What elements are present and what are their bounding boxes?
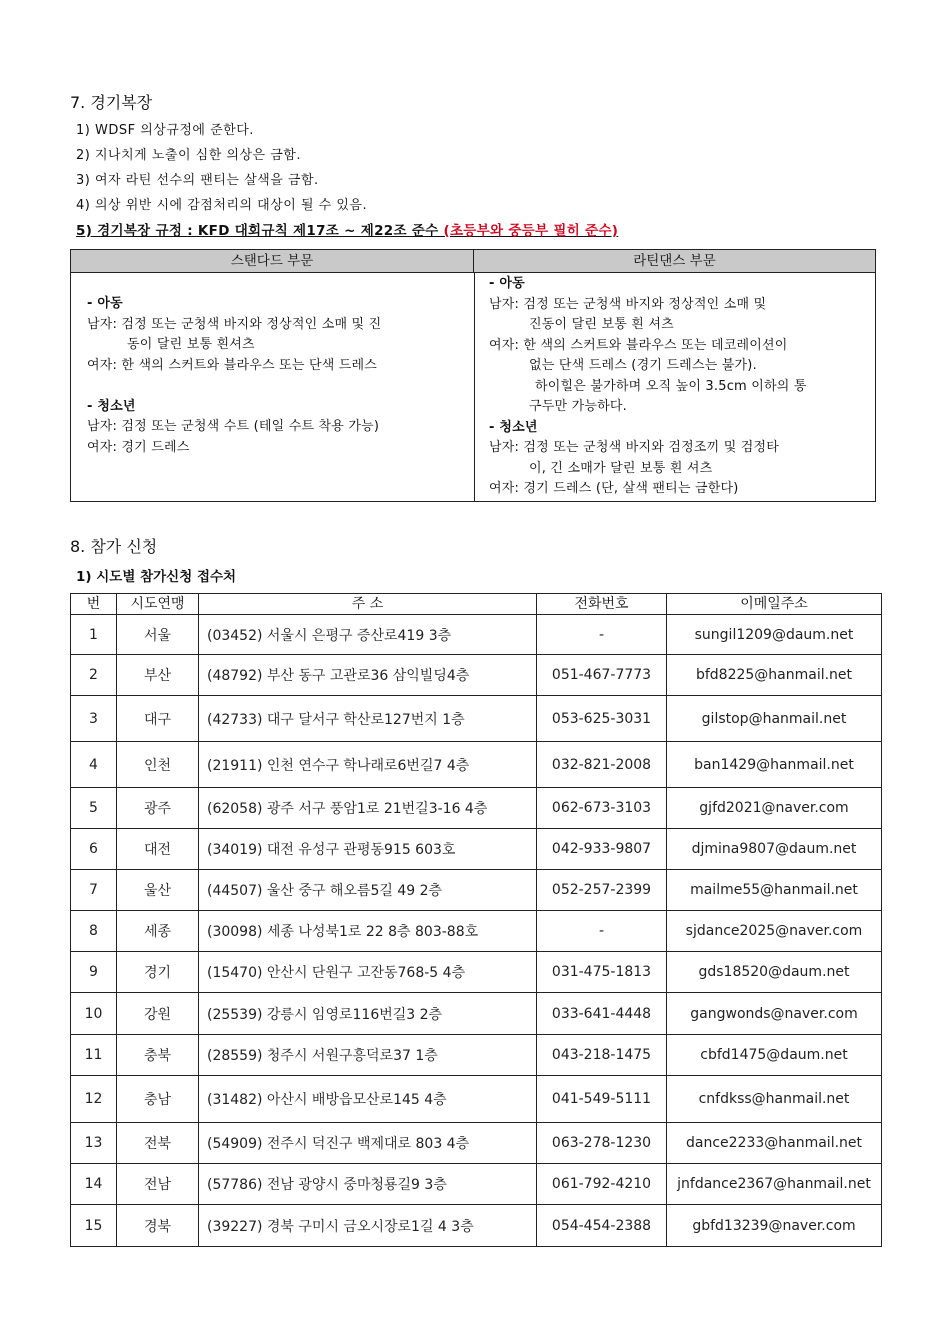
- registration-table: [70, 593, 882, 1247]
- standard-youth-title: - 청소년: [87, 398, 136, 414]
- costume-rule-5-text: 5) 경기복장 규정 : KFD 대회규칙 제17조 ~ 제22조 준수: [76, 223, 444, 239]
- latin-youth-title: - 청소년: [489, 419, 538, 435]
- row-federation: 부산: [117, 655, 199, 696]
- row-address: (54909) 전주시 덕진구 백제대로 803 4층: [199, 1123, 537, 1164]
- latin-column: [489, 274, 874, 500]
- row-phone: 054-454-2388: [537, 1205, 667, 1247]
- row-federation: 서울: [117, 615, 199, 655]
- row-number: 2: [71, 655, 117, 696]
- header-phone: 전화번호: [537, 594, 667, 615]
- row-phone: -: [537, 615, 667, 655]
- row-email: dance2233@hanmail.net: [667, 1123, 882, 1164]
- costume-rule-1: 1) WDSF 의상규정에 준한다.: [76, 123, 254, 138]
- row-address: (48792) 부산 동구 고관로36 삼익빌딩4층: [199, 655, 537, 696]
- row-address: (25539) 강릉시 임영로116번길3 2층: [199, 993, 537, 1035]
- row-email: sjdance2025@naver.com: [667, 911, 882, 952]
- row-address: (39227) 경북 구미시 금오시장로1길 4 3층: [199, 1205, 537, 1247]
- row-number: 13: [71, 1123, 117, 1164]
- row-number: 9: [71, 952, 117, 993]
- standard-child-male: 남자: 검정 또는 군청색 바지와 정상적인 소매 및 진: [87, 316, 382, 332]
- row-email: cnfdkss@hanmail.net: [667, 1076, 882, 1123]
- table-row: [71, 1164, 882, 1205]
- table-row: [71, 829, 882, 870]
- row-federation: 광주: [117, 788, 199, 829]
- latin-youth-male: 남자: 검정 또는 군청색 바지와 검정조끼 및 검정타: [489, 440, 780, 455]
- row-address: (31482) 아산시 배방읍모산로145 4층: [199, 1076, 537, 1123]
- row-phone: 032-821-2008: [537, 742, 667, 788]
- costume-rule-4: 4) 의상 위반 시에 감점처리의 대상이 될 수 있음.: [76, 198, 368, 213]
- standard-youth-female: 여자: 경기 드레스: [87, 439, 190, 455]
- row-email: ban1429@hanmail.net: [667, 742, 882, 788]
- header-email: 이메일주소: [667, 594, 882, 615]
- row-federation: 충남: [117, 1076, 199, 1123]
- table-body: [71, 615, 882, 1247]
- row-federation: 인천: [117, 742, 199, 788]
- row-email: gangwonds@naver.com: [667, 993, 882, 1035]
- latin-child-female: 여자: 한 색의 스커트와 블라우스 또는 데코레이션이: [489, 337, 788, 353]
- row-address: (21911) 인천 연수구 학나래로6번길7 4층: [199, 742, 537, 788]
- standard-youth-male: 남자: 검정 또는 군청색 수트 (테일 수트 착용 가능): [87, 419, 380, 434]
- row-number: 8: [71, 911, 117, 952]
- latin-header: 라틴댄스 부문: [474, 250, 875, 273]
- row-number: 12: [71, 1076, 117, 1123]
- latin-child-male-cont: 진동이 달린 보통 흰 셔츠: [529, 317, 674, 332]
- latin-child-female-cont-3: 구두만 가능하다.: [529, 399, 627, 414]
- table-row: [71, 788, 882, 829]
- row-phone: 051-467-7773: [537, 655, 667, 696]
- standard-child-title: - 아동: [87, 296, 123, 311]
- table-row: [71, 615, 882, 655]
- standard-child-male-cont: 동이 달린 보통 흰셔츠: [127, 337, 255, 352]
- row-number: 3: [71, 696, 117, 742]
- latin-youth-female: 여자: 경기 드레스 (단, 살색 팬티는 금한다): [489, 481, 739, 496]
- costume-rule-5-emphasis: (초등부와 중등부 필히 준수): [443, 223, 619, 239]
- latin-child-female-cont-2: 하이힐은 불가하며 오직 높이 3.5cm 이하의 통: [535, 378, 807, 394]
- row-phone: 043-218-1475: [537, 1035, 667, 1076]
- header-federation: 시도연맹: [117, 594, 199, 615]
- section-8-subtitle: 1) 시도별 참가신청 접수처: [76, 569, 237, 585]
- row-number: 6: [71, 829, 117, 870]
- row-federation: 울산: [117, 870, 199, 911]
- row-federation: 전남: [117, 1164, 199, 1205]
- costume-rule-5: [76, 219, 618, 239]
- row-federation: 경북: [117, 1205, 199, 1247]
- row-phone: 041-549-5111: [537, 1076, 667, 1123]
- row-email: gds18520@daum.net: [667, 952, 882, 993]
- row-federation: 세종: [117, 911, 199, 952]
- column-divider: [474, 273, 475, 501]
- row-federation: 경기: [117, 952, 199, 993]
- row-phone: 062-673-3103: [537, 788, 667, 829]
- row-email: djmina9807@daum.net: [667, 829, 882, 870]
- table-row: [71, 952, 882, 993]
- row-number: 1: [71, 615, 117, 655]
- latin-child-male: 남자: 검정 또는 군청색 바지와 정상적인 소매 및: [489, 296, 767, 312]
- row-phone: 063-278-1230: [537, 1123, 667, 1164]
- header-address: 주 소: [199, 594, 537, 615]
- row-federation: 대전: [117, 829, 199, 870]
- row-federation: 전북: [117, 1123, 199, 1164]
- row-federation: 강원: [117, 993, 199, 1035]
- table-row: [71, 1035, 882, 1076]
- section-7-title: 7. 경기복장: [70, 93, 153, 112]
- row-email: gilstop@hanmail.net: [667, 696, 882, 742]
- row-phone: -: [537, 911, 667, 952]
- row-email: gbfd13239@naver.com: [667, 1205, 882, 1247]
- costume-rule-3: 3) 여자 라틴 선수의 팬티는 살색을 금함.: [76, 173, 319, 188]
- row-number: 10: [71, 993, 117, 1035]
- row-email: bfd8225@hanmail.net: [667, 655, 882, 696]
- row-address: (34019) 대전 유성구 관평동915 603호: [199, 829, 537, 870]
- table-row: [71, 870, 882, 911]
- row-phone: 052-257-2399: [537, 870, 667, 911]
- costume-rule-2: 2) 지나치게 노출이 심한 의상은 금함.: [76, 148, 301, 163]
- latin-child-female-cont-1: 없는 단색 드레스 (경기 드레스는 불가).: [529, 358, 757, 373]
- row-phone: 053-625-3031: [537, 696, 667, 742]
- latin-youth-male-cont: 이, 긴 소매가 달린 보통 흰 셔츠: [529, 460, 713, 476]
- row-address: (03452) 서울시 은평구 증산로419 3층: [199, 615, 537, 655]
- row-number: 15: [71, 1205, 117, 1247]
- row-address: (15470) 안산시 단원구 고잔동768-5 4층: [199, 952, 537, 993]
- table-row: [71, 696, 882, 742]
- table-row: [71, 1205, 882, 1247]
- table-row: [71, 911, 882, 952]
- row-address: (44507) 울산 중구 해오름5길 49 2층: [199, 870, 537, 911]
- row-phone: 033-641-4448: [537, 993, 667, 1035]
- row-number: 4: [71, 742, 117, 788]
- row-address: (57786) 전남 광양시 중마청룡길9 3층: [199, 1164, 537, 1205]
- row-number: 5: [71, 788, 117, 829]
- row-phone: 042-933-9807: [537, 829, 667, 870]
- standard-column: [87, 294, 472, 458]
- latin-child-title: - 아동: [489, 276, 525, 291]
- table-row: [71, 1076, 882, 1123]
- row-address: (30098) 세종 나성북1로 22 8층 803-88호: [199, 911, 537, 952]
- row-number: 14: [71, 1164, 117, 1205]
- header-number: 번: [71, 594, 117, 615]
- standard-header: 스탠다드 부문: [71, 250, 474, 273]
- costume-table: [70, 249, 876, 502]
- section-8-title: 8. 참가 신청: [70, 537, 158, 556]
- row-federation: 대구: [117, 696, 199, 742]
- row-email: jnfdance2367@hanmail.net: [667, 1164, 882, 1205]
- row-phone: 031-475-1813: [537, 952, 667, 993]
- row-address: (28559) 청주시 서원구흥덕로37 1층: [199, 1035, 537, 1076]
- row-federation: 충북: [117, 1035, 199, 1076]
- table-row: [71, 993, 882, 1035]
- table-row: [71, 1123, 882, 1164]
- row-address: (42733) 대구 달서구 학산로127번지 1층: [199, 696, 537, 742]
- row-email: sungil1209@daum.net: [667, 615, 882, 655]
- standard-child-female: 여자: 한 색의 스커트와 블라우스 또는 단색 드레스: [87, 357, 378, 373]
- row-email: gjfd2021@naver.com: [667, 788, 882, 829]
- table-row: [71, 655, 882, 696]
- row-email: mailme55@hanmail.net: [667, 870, 882, 911]
- row-number: 7: [71, 870, 117, 911]
- row-email: cbfd1475@daum.net: [667, 1035, 882, 1076]
- row-number: 11: [71, 1035, 117, 1076]
- row-address: (62058) 광주 서구 풍암1로 21번길3-16 4층: [199, 788, 537, 829]
- table-header-row: [71, 594, 882, 615]
- row-phone: 061-792-4210: [537, 1164, 667, 1205]
- table-row: [71, 742, 882, 788]
